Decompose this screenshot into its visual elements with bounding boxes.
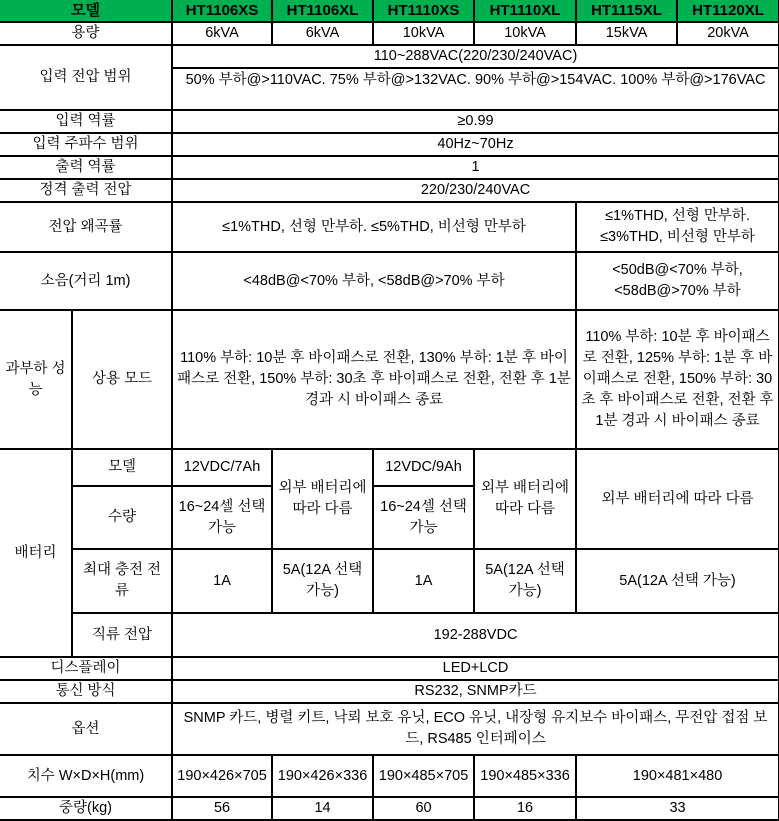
- battery-external-ht1106xl: 외부 배터리에 따라 다름: [272, 449, 373, 549]
- battery-dc-value: 192-288VDC: [172, 613, 779, 657]
- battery-charge-value-large: 5A(12A 선택 가능): [576, 549, 779, 613]
- input-voltage-row-1: [0, 45, 779, 68]
- battery-charge-value: 1A: [172, 549, 272, 613]
- capacity-value: 6kVA: [172, 22, 272, 45]
- battery-charge-label: 최대 충전 전류: [72, 549, 172, 613]
- battery-quantity-label: 수량: [72, 486, 172, 549]
- model-header-ht1120xl: HT1120XL: [677, 0, 779, 22]
- input-freq-value: 40Hz~70Hz: [172, 133, 779, 156]
- display-row: [0, 657, 779, 680]
- input-voltage-range: 110~288VAC(220/230/240VAC): [172, 45, 779, 68]
- rated-output-value: 220/230/240VAC: [172, 179, 779, 202]
- rated-output-row: [0, 179, 779, 202]
- options-label: 옵션: [0, 703, 172, 755]
- input-freq-label: 입력 주파수 범위: [0, 133, 172, 156]
- capacity-value: 10kVA: [474, 22, 576, 45]
- communication-label: 통신 방식: [0, 680, 172, 703]
- dimensions-value: 190×485×705: [373, 755, 474, 797]
- battery-group-label: 배터리: [0, 449, 72, 657]
- battery-dc-row: [0, 613, 779, 657]
- input-voltage-label: 입력 전압 범위: [0, 45, 172, 110]
- output-pf-row: [0, 156, 779, 179]
- overload-group-label: 과부하 성능: [0, 310, 72, 449]
- input-voltage-derating: 50% 부하@>110VAC. 75% 부하@>132VAC. 90% 부하@>154VAC. 100% 부하@>176VAC: [172, 68, 779, 110]
- overload-row: [0, 310, 779, 449]
- model-header-ht1115xl: HT1115XL: [576, 0, 677, 22]
- weight-value-large: 33: [576, 797, 779, 820]
- capacity-value: 20kVA: [677, 22, 779, 45]
- noise-value-small: <48dB@<70% 부하, <58dB@>70% 부하: [172, 252, 576, 310]
- model-header-ht1106xl: HT1106XL: [272, 0, 373, 22]
- battery-external-large: 외부 배터리에 따라 다름: [576, 449, 779, 549]
- overload-value-large: 110% 부하: 10분 후 바이패스로 전환, 125% 부하: 1분 후 바이패스로 전환, 150% 부하: 30초 후 바이패스로 전환, 전환 후 1분 경과 시 바이패스 종료: [576, 310, 779, 449]
- model-header-ht1106xs: HT1106XS: [172, 0, 272, 22]
- battery-charge-value: 5A(12A 선택 가능): [272, 549, 373, 613]
- capacity-label: 용량: [0, 22, 172, 45]
- dimensions-value-large: 190×481×480: [576, 755, 779, 797]
- header-row: [0, 0, 779, 22]
- output-pf-label: 출력 역률: [0, 156, 172, 179]
- input-pf-value: ≥0.99: [172, 110, 779, 133]
- capacity-value: 6kVA: [272, 22, 373, 45]
- rated-output-label: 정격 출력 전압: [0, 179, 172, 202]
- battery-external-ht1110xl: 외부 배터리에 따라 다름: [474, 449, 576, 549]
- display-label: 디스플레이: [0, 657, 172, 680]
- weight-value: 56: [172, 797, 272, 820]
- display-value: LED+LCD: [172, 657, 779, 680]
- dimensions-label: 치수 W×D×H(mm): [0, 755, 172, 797]
- battery-model-ht1110xs: 12VDC/9Ah: [373, 449, 474, 486]
- weight-value: 16: [474, 797, 576, 820]
- battery-dc-label: 직류 전압: [72, 613, 172, 657]
- communication-row: [0, 680, 779, 703]
- battery-model-label: 모델: [72, 449, 172, 486]
- capacity-value: 10kVA: [373, 22, 474, 45]
- weight-value: 60: [373, 797, 474, 820]
- battery-model-ht1106xs: 12VDC/7Ah: [172, 449, 272, 486]
- noise-row: [0, 252, 779, 310]
- thd-row: [0, 202, 779, 252]
- overload-mode-label: 상용 모드: [72, 310, 172, 449]
- battery-charge-value: 5A(12A 선택 가능): [474, 549, 576, 613]
- noise-value-large: <50dB@<70% 부하, <58dB@>70% 부하: [576, 252, 779, 310]
- dimensions-value: 190×426×705: [172, 755, 272, 797]
- battery-quantity-ht1106xs: 16~24셀 선택 가능: [172, 486, 272, 549]
- weight-value: 14: [272, 797, 373, 820]
- overload-value-small: 110% 부하: 10분 후 바이패스로 전환, 130% 부하: 1분 후 바이패스로 전환, 150% 부하: 30초 후 바이패스로 전환, 전환 후 1분 경과 시 바이패스 종료: [172, 310, 576, 449]
- noise-label: 소음(거리 1m): [0, 252, 172, 310]
- weight-row: [0, 797, 779, 820]
- input-freq-row: [0, 133, 779, 156]
- output-pf-value: 1: [172, 156, 779, 179]
- communication-value: RS232, SNMP카드: [172, 680, 779, 703]
- thd-label: 전압 왜곡률: [0, 202, 172, 252]
- battery-model-row: [0, 449, 779, 486]
- dimensions-value: 190×426×336: [272, 755, 373, 797]
- options-value: SNMP 카드, 병렬 키트, 낙뢰 보호 유닛, ECO 유닛, 내장형 유지보수 바이패스, 무전압 접점 보드, RS485 인터페이스: [172, 703, 779, 755]
- thd-value-large: ≤1%THD, 선형 만부하. ≤3%THD, 비선형 만부하: [576, 202, 779, 252]
- battery-charge-value: 1A: [373, 549, 474, 613]
- battery-charge-row: [0, 549, 779, 613]
- model-header-label: 모델: [0, 0, 172, 22]
- input-pf-label: 입력 역률: [0, 110, 172, 133]
- thd-value-small: ≤1%THD, 선형 만부하. ≤5%THD, 비선형 만부하: [172, 202, 576, 252]
- weight-label: 중량(kg): [0, 797, 172, 820]
- options-row: [0, 703, 779, 755]
- capacity-value: 15kVA: [576, 22, 677, 45]
- model-header-ht1110xl: HT1110XL: [474, 0, 576, 22]
- battery-quantity-ht1110xs: 16~24셀 선택 가능: [373, 486, 474, 549]
- capacity-row: [0, 22, 779, 45]
- input-pf-row: [0, 110, 779, 133]
- dimensions-row: [0, 755, 779, 797]
- model-header-ht1110xs: HT1110XS: [373, 0, 474, 22]
- dimensions-value: 190×485×336: [474, 755, 576, 797]
